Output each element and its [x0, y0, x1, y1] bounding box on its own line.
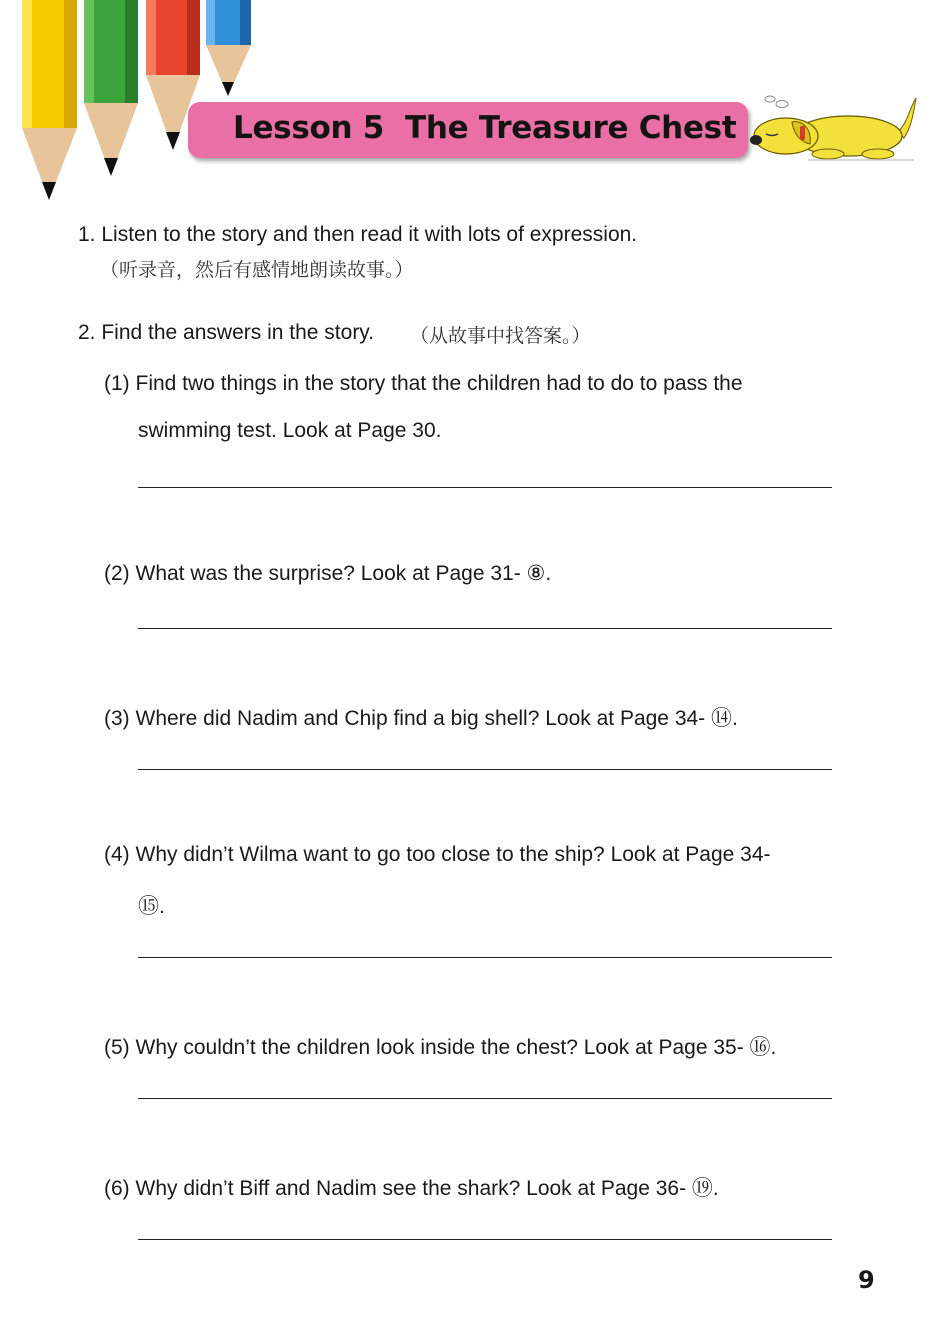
pencil-green — [84, 0, 138, 176]
answer-line-2[interactable] — [138, 628, 832, 629]
answer-line-5[interactable] — [138, 1098, 832, 1099]
question-5: (5) Why couldn’t the children look inside the chest? Look at Page 35- ⑯. — [104, 1036, 777, 1059]
pencil-blue — [206, 0, 251, 96]
answer-line-6[interactable] — [138, 1239, 832, 1240]
pencil-yellow — [22, 0, 77, 200]
title-banner — [188, 102, 748, 158]
page-number: 9 — [858, 1266, 875, 1294]
instruction-1-chinese: （听录音，然后有感情地朗读故事。） — [100, 259, 414, 281]
answer-line-3[interactable] — [138, 769, 832, 770]
sleeping-dog-illustration — [748, 92, 920, 162]
instruction-1: 1. Listen to the story and then read it with lots of expression. — [78, 223, 638, 246]
answer-line-4[interactable] — [138, 957, 832, 958]
question-3: (3) Where did Nadim and Chip find a big shell? Look at Page 34- ⑭. — [104, 707, 738, 730]
instruction-2: 2. Find the answers in the story. — [78, 321, 375, 344]
question-1-continued: swimming test. Look at Page 30. — [138, 419, 442, 442]
question-4: (4) Why didn’t Wilma want to go too close to the ship? Look at Page 34- — [104, 843, 771, 866]
instruction-2-chinese: （从故事中找答案。） — [410, 325, 591, 347]
question-4-continued: ⑮. — [138, 895, 165, 918]
question-1: (1) Find two things in the story that the children had to do to pass the — [104, 372, 743, 395]
question-2: (2) What was the surprise? Look at Page 31- ⑧. — [104, 562, 552, 585]
answer-line-1[interactable] — [138, 487, 832, 488]
question-6: (6) Why didn’t Biff and Nadim see the shark? Look at Page 36- ⑲. — [104, 1177, 719, 1200]
page-title: Lesson 5 The Treasure Chest — [233, 110, 737, 146]
